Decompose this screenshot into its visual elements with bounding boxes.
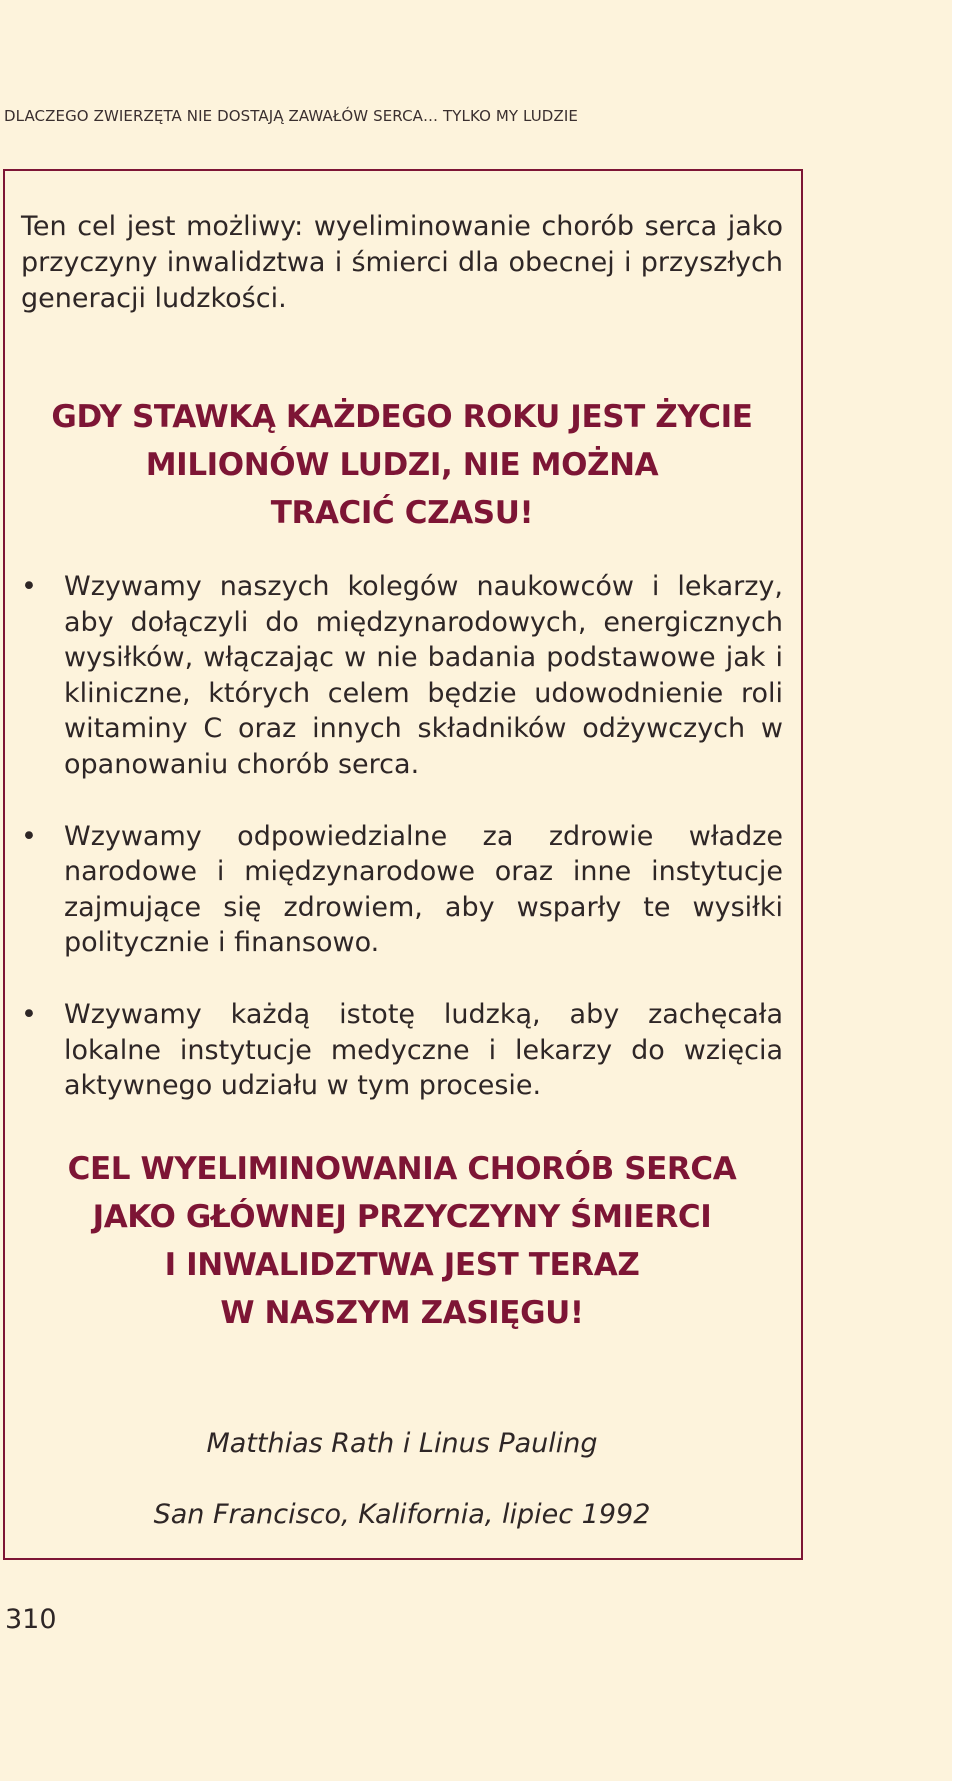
bullet-marker: •	[21, 998, 37, 1030]
heading-line: TRACIĆ CZASU!	[270, 495, 534, 531]
running-head: DLACZEGO ZWIERZĘTA NIE DOSTAJĄ ZAWAŁÓW SERCA… TYLKO MY LUDZIE	[4, 107, 578, 125]
heading-line: W NASZYM ZASIĘGU!	[220, 1295, 584, 1331]
heading-line: I INWALIDZTWA JEST TERAZ	[164, 1247, 640, 1283]
signature-authors: Matthias Rath i Linus Pauling	[206, 1428, 598, 1459]
appeal-text: Wzywamy naszych kolegów naukowców i lekarzy, aby dołączyli do międzynarodowych, energicznych wysiłków, włączając w nie badania podstawowe jak i kliniczne, których celem będzie udowodnienie roli witaminy C oraz innych składników odżywczych w opanowaniu chorób serca.	[64, 571, 783, 780]
heading-goal-in-reach	[21, 1145, 783, 1337]
appeal-item-authorities	[21, 819, 783, 961]
appeal-item-scientists	[21, 569, 783, 783]
appeal-item-everyone	[21, 997, 783, 1104]
appeal-text: Wzywamy odpowiedzialne za zdrowie władze narodowe i międzynarodowe oraz inne instytucje zajmujące się zdrowiem, aby wsparły te wysiłki politycznie i finansowo.	[64, 820, 783, 959]
page-edge-strip	[952, 0, 960, 1781]
bullet-marker: •	[21, 571, 37, 602]
heading-line: GDY STAWKĄ KAŻDEGO ROKU JEST ŻYCIE	[51, 399, 753, 435]
heading-line: CEL WYELIMINOWANIA CHORÓB SERCA	[67, 1151, 737, 1187]
heading-line: MILIONÓW LUDZI, NIE MOŻNA	[145, 447, 659, 483]
heading-line: JAKO GŁÓWNEJ PRZYCZYNY ŚMIERCI	[92, 1199, 712, 1235]
heading-time-urgency	[21, 393, 783, 537]
signature-place-date: San Francisco, Kalifornia, lipiec 1992	[153, 1499, 651, 1530]
page-number: 310	[5, 1604, 57, 1635]
intro-paragraph: Ten cel jest możliwy: wyeliminowanie chorób serca jako przyczyny inwalidztwa i śmierci dla obecnej i przyszłych generacji ludzkości.	[21, 211, 783, 314]
appeal-list	[21, 569, 783, 1140]
appeal-text: Wzywamy każdą istotę ludzką, aby zachęcała lokalne instytucje medyczne i lekarzy do wzięcia aktywnego udziału w tym procesie.	[64, 998, 783, 1102]
bullet-marker: •	[21, 820, 37, 852]
